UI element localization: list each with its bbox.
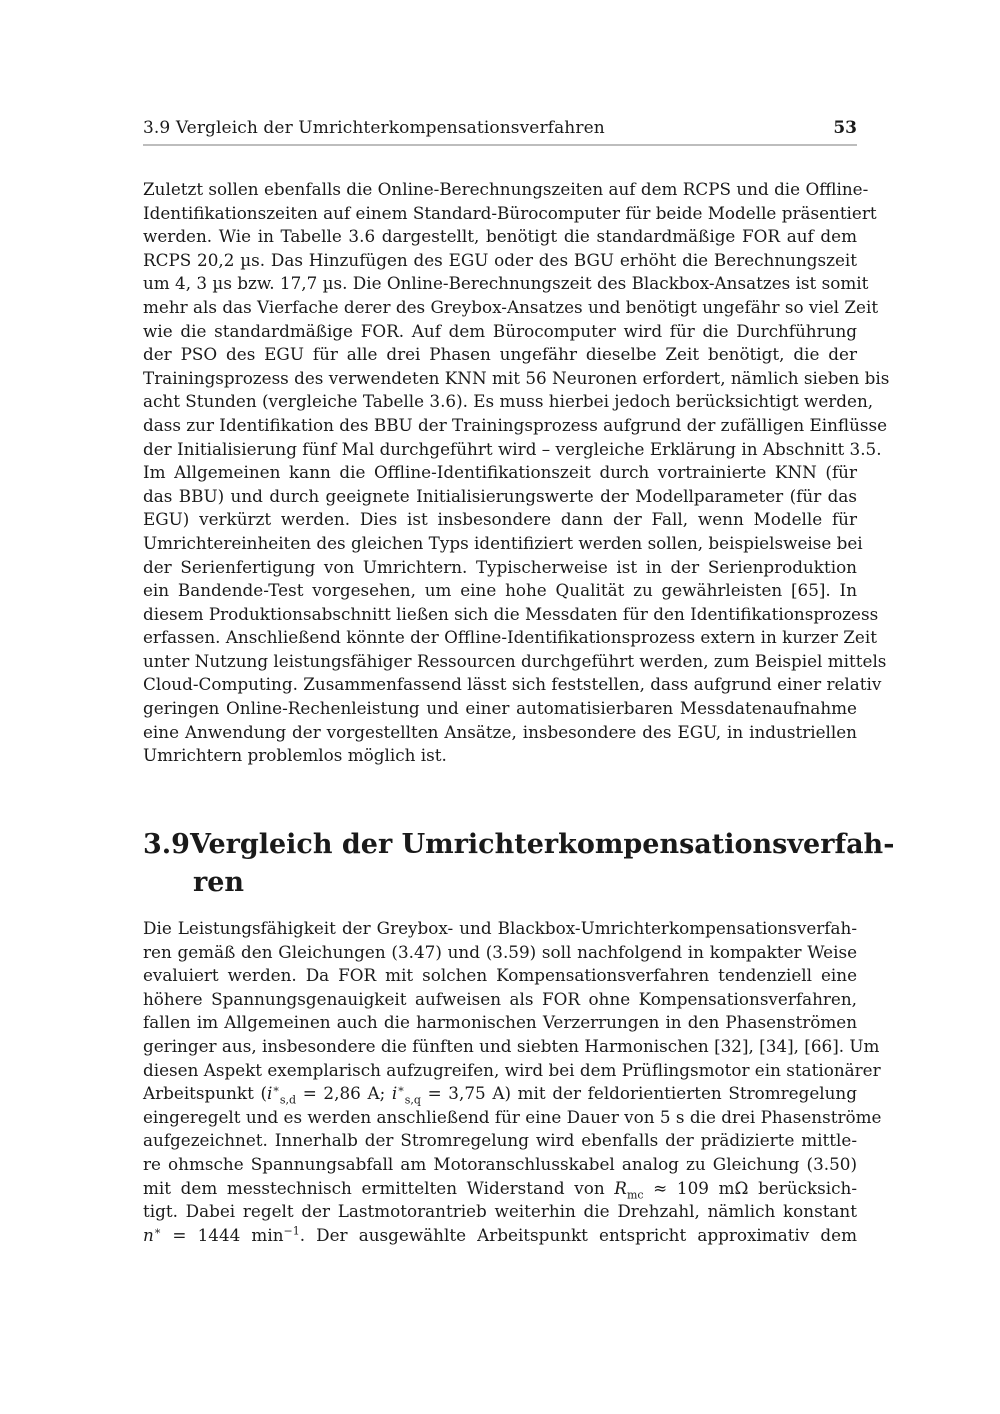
text-line: geringer aus, insbesondere die fünften und siebten Harmonischen [32], [34], [66]. Um [143,1035,880,1056]
text-line: der Initialisierung fünf Mal durchgeführt wird – vergleiche Erklärung in Abschnitt 3.5. [143,438,882,459]
text-line: mit dem messtechnisch ermittelten Widerstand von $R_{mc} \approx 109$ mΩ berücksich- [143,1177,857,1201]
text-line: werden. Wie in Tabelle 3.6 dargestellt, benötigt die standardmäßige FOR auf dem [143,226,857,247]
text-line: eingeregelt und es werden anschließend für eine Dauer von 5 s die drei Phasenströme [143,1106,882,1127]
text-line: Umrichtern problemlos möglich ist. [143,745,447,766]
section-title-line2: ren [193,867,245,898]
text-line: diesem Produktionsabschnitt ließen sich die Messdaten für den Identifikationsprozess [143,603,879,624]
text-line: unter Nutzung leistungsfähiger Ressourcen durchgeführt werden, zum Beispiel mittels [143,650,887,671]
text-line: Im Allgemeinen kann die Offline-Identifikationszeit durch vortrainierte KNN (für [143,462,857,483]
text-line: wie die standardmäßige FOR. Auf dem Bürocomputer wird für die Durchführung [143,320,857,341]
running-title: 3.9 Vergleich der Umrichterkompensationsverfahren [143,118,605,138]
text-line: ren gemäß den Gleichungen (3.47) und (3.59) soll nachfolgend in kompakter Weise [143,941,857,962]
text-line: fallen im Allgemeinen auch die harmonischen Verzerrungen in den Phasenströmen [143,1012,857,1033]
text-line: höhere Spannungsgenauigkeit aufweisen als FOR ohne Kompensationsverfahren, [143,988,857,1009]
text-line: diesen Aspekt exemplarisch aufzugreifen, wird bei dem Prüflingsmotor ein stationärer [143,1059,881,1080]
text-line: Trainingsprozess des verwendeten KNN mit 56 Neuronen erfordert, nämlich sieben bis [143,367,890,388]
text-line: Zuletzt sollen ebenfalls die Online-Berechnungszeiten auf dem RCPS und die Offline- [143,179,869,199]
text-line: dass zur Identifikation des BBU der Trainingsprozess aufgrund der zufälligen Einflüsse [143,414,888,435]
text-line: eine Anwendung der vorgestellten Ansätze, insbesondere des EGU, in industriellen [143,721,857,742]
paragraph-comparison [143,917,882,1247]
text-line: Cloud-Computing. Zusammenfassend lässt sich feststellen, dass aufgrund einer relativ [143,674,882,695]
running-header [143,118,857,146]
text-line: Arbeitspunkt ($i^∗_{s,d} = 2,86$ A; $i^∗_{s,q} = 3,75$ A) mit der feldorientierten Stromregelung [143,1082,857,1107]
text-line: das BBU) und durch geeignete Initialisierungswerte der Modellparameter (für das [143,485,857,506]
text-line: RCPS 20,2 µs. Das Hinzufügen des EGU oder des BGU erhöht die Berechnungszeit [143,249,857,270]
text-line: erfassen. Anschließend könnte der Offline-Identifikationsprozess extern in kurzer Zeit [143,627,877,648]
text-line: Umrichtereinheiten des gleichen Typs identifiziert werden sollen, beispielsweise bei [143,532,863,553]
text-line: der Serienfertigung von Umrichtern. Typischerweise ist in der Serienproduktion [143,556,857,577]
text-line: aufgezeichnet. Innerhalb der Stromregelung wird ebenfalls der prädizierte mittle- [143,1130,857,1151]
text-line: geringen Online-Rechenleistung und einer automatisierbaren Messdatenaufnahme [143,698,857,719]
page-number: 53 [833,118,857,138]
section-title-line1: Vergleich der Umrichterkompensationsverfah- [189,829,895,860]
text-line: der PSO des EGU für alle drei Phasen ungefähr dieselbe Zeit benötigt, die der [143,344,857,365]
text-line: mehr als das Vierfache derer des Greybox-Ansatzes und benötigt ungefähr so viel Zeit [143,296,879,317]
text-line: evaluiert werden. Da FOR mit solchen Kompensationsverfahren tendenziell eine [143,965,857,986]
text-line: n∗ = 1444 $\min^{-1}$. Der ausgewählte Arbeitspunkt entspricht approximativ dem [143,1224,857,1245]
section-number: 3.9 [143,829,190,860]
section-heading [143,826,895,902]
text-line: re ohmsche Spannungsabfall am Motoranschlusskabel analog zu Gleichung (3.50) [143,1153,857,1174]
text-line: um 4, 3 µs bzw. 17,7 µs. Die Online-Berechnungszeit des Blackbox-Ansatzes ist somit [143,273,869,294]
text-line: acht Stunden (vergleiche Tabelle 3.6). Es muss hierbei jedoch berücksichtigt werden, [143,391,874,412]
paragraph-online-times [143,178,890,768]
text-line: tigt. Dabei regelt der Lastmotorantrieb weiterhin die Drehzahl, nämlich konstant [143,1201,857,1222]
text-line: ein Bandende-Test vorgesehen, um eine hohe Qualität zu gewährleisten [65]. In [143,580,857,601]
text-line: Identifikationszeiten auf einem Standard-Bürocomputer für beide Modelle präsentiert [143,202,877,223]
text-line: Die Leistungsfähigkeit der Greybox- und Blackbox-Umrichterkompensationsverfah- [143,918,857,938]
text-line: EGU) verkürzt werden. Dies ist insbesondere dann der Fall, wenn Modelle für [143,509,857,530]
